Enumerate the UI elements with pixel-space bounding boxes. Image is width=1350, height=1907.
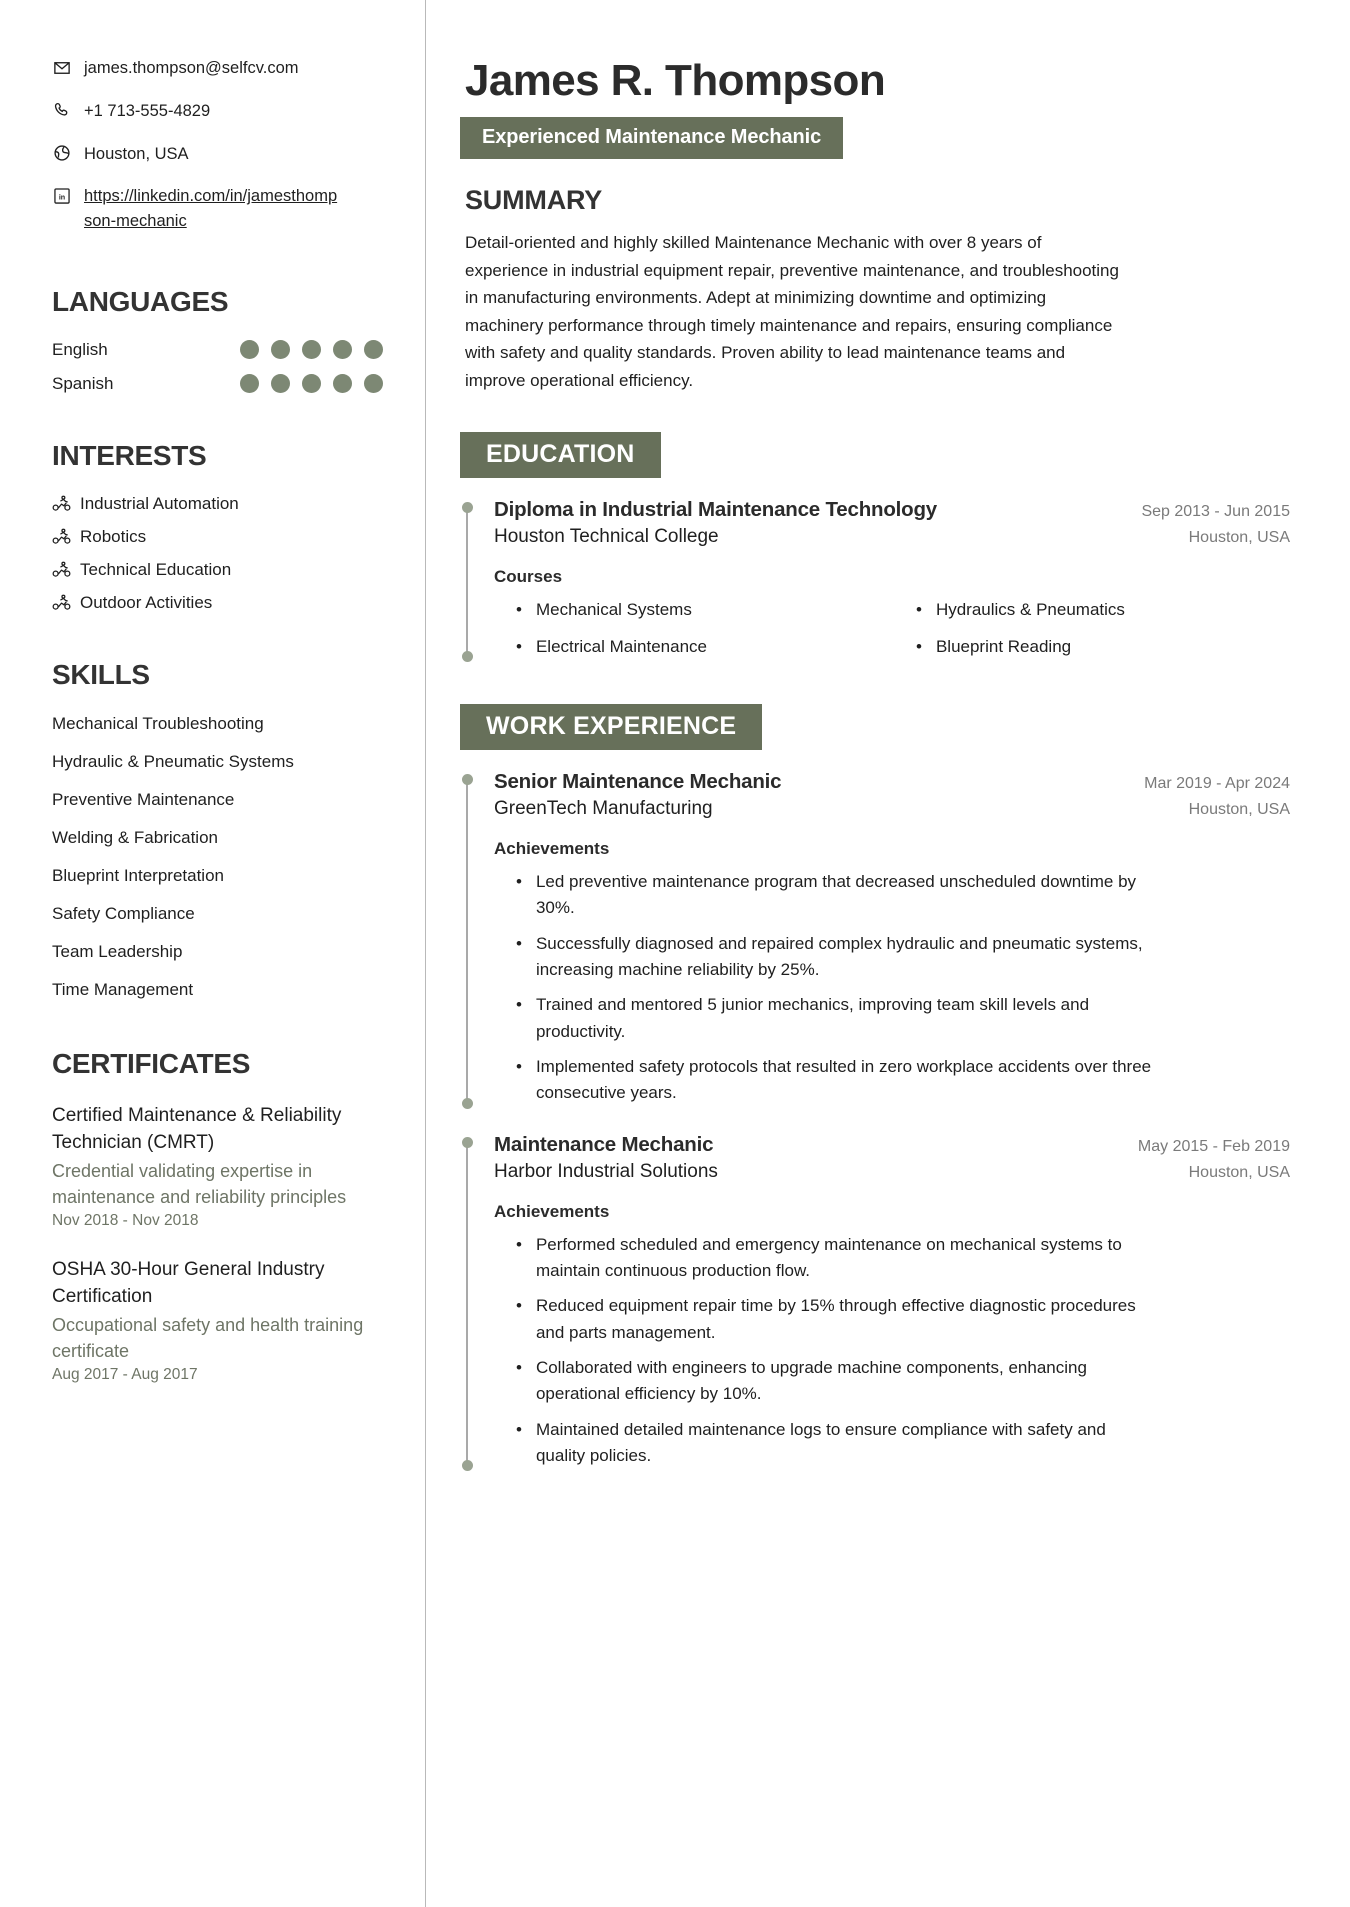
cycling-icon [52, 593, 71, 612]
job-title: Maintenance Mechanic [494, 1132, 714, 1156]
rating-dot [240, 374, 259, 393]
languages-section [52, 286, 389, 394]
contact-row [52, 56, 389, 81]
course-item [516, 634, 890, 660]
rating-dot [271, 374, 290, 393]
language-row [52, 374, 389, 394]
school-name: Houston Technical College [494, 526, 719, 548]
language-rating [240, 340, 389, 359]
certificates-list [52, 1102, 389, 1385]
language-name: Spanish [52, 373, 114, 393]
achievement-item [516, 1054, 1156, 1107]
interest-item [52, 527, 389, 547]
timeline-dot [462, 502, 473, 513]
bullet-icon: • [516, 995, 522, 1015]
languages-list [52, 340, 389, 394]
skill-item: Hydraulic & Pneumatic Systems [52, 751, 294, 771]
achievements-label: Achievements [494, 1201, 610, 1221]
job-date: May 2015 - Feb 2019 [1137, 1137, 1290, 1155]
sidebar [0, 0, 425, 1907]
svg-text:in: in [58, 193, 65, 202]
education-location: Houston, USA [1188, 529, 1290, 547]
job-location: Houston, USA [1188, 800, 1290, 818]
skill-item: Welding & Fabrication [52, 828, 218, 848]
rating-dot [333, 340, 352, 359]
course-item [916, 634, 1290, 660]
rating-dot [364, 340, 383, 359]
education-list [460, 498, 1290, 660]
interest-label: Technical Education [80, 559, 232, 579]
experience-entry [460, 770, 1290, 1107]
rating-dot [271, 340, 290, 359]
experience-list [460, 770, 1290, 1470]
bullet-icon: • [516, 1296, 522, 1316]
bullet-icon: • [516, 933, 522, 953]
interest-item [52, 494, 389, 514]
interest-label: Outdoor Activities [80, 592, 213, 612]
experience-heading: WORK EXPERIENCE [460, 704, 762, 750]
interests-list [52, 494, 389, 613]
achievements-label: Achievements [494, 838, 610, 858]
contact-text: james.thompson@selfcv.com [84, 59, 299, 77]
bullet-icon: • [916, 636, 922, 656]
skill-item: Team Leadership [52, 942, 183, 962]
bullet-icon: • [516, 1358, 522, 1377]
company-name: Harbor Industrial Solutions [494, 1160, 718, 1182]
role-badge: Experienced Maintenance Mechanic [460, 117, 843, 159]
courses-grid [494, 597, 1290, 660]
interests-section [52, 440, 389, 613]
achievement-item [516, 1417, 1156, 1470]
job-title: Senior Maintenance Mechanic [494, 769, 782, 793]
page-title: James R. Thompson [465, 56, 886, 105]
timeline-dot-end [462, 651, 473, 662]
achievement-item [516, 1355, 1156, 1408]
rating-dot [364, 374, 383, 393]
skill-item: Blueprint Interpretation [52, 866, 224, 886]
cycling-icon [52, 560, 71, 579]
certificate-date: Aug 2017 - Aug 2017 [52, 1366, 198, 1384]
bullet-icon: • [516, 871, 522, 891]
timeline-dot [462, 774, 473, 785]
interest-item [52, 560, 389, 580]
cycling-icon [52, 494, 71, 513]
certificates-heading: CERTIFICATES [52, 1047, 251, 1079]
achievements-list [494, 869, 1290, 1107]
achievement-item [516, 992, 1156, 1045]
skill-item: Mechanical Troubleshooting [52, 713, 264, 733]
course-item [916, 597, 1290, 623]
certificate-title: OSHA 30-Hour General Industry Certification [52, 1258, 325, 1308]
language-row [52, 340, 389, 360]
course-label: Electrical Maintenance [535, 636, 707, 656]
interest-label: Industrial Automation [80, 493, 239, 513]
rating-dot [333, 374, 352, 393]
envelope-icon [52, 58, 71, 77]
timeline-line [466, 777, 468, 1105]
contact-text[interactable]: https://linkedin.com/in/jamesthompson-mechanic [84, 187, 338, 230]
bullet-icon: • [516, 1419, 522, 1439]
job-date: Mar 2019 - Apr 2024 [1144, 774, 1290, 792]
bullet-icon: • [516, 1234, 522, 1254]
company-name: GreenTech Manufacturing [494, 797, 713, 819]
cycling-icon [52, 527, 71, 546]
bullet-icon: • [516, 600, 522, 620]
skill-item: Preventive Maintenance [52, 789, 235, 809]
achievement-text: Trained and mentored 5 junior mechanics, improving team skill levels and productivity. [535, 995, 1090, 1041]
certificate-description: Credential validating expertise in maintenance and reliability principles [52, 1160, 347, 1207]
language-name: English [52, 339, 108, 359]
achievements-list [494, 1232, 1290, 1470]
certificates-section [52, 1048, 389, 1385]
job-location: Houston, USA [1188, 1163, 1290, 1181]
degree-title: Diploma in Industrial Maintenance Technology [494, 498, 938, 522]
contact-row [52, 142, 389, 167]
education-heading: EDUCATION [460, 432, 661, 478]
rating-dot [302, 374, 321, 393]
skills-list [52, 713, 389, 1002]
achievement-text: Successfully diagnosed and repaired complex hydraulic and pneumatic systems, increasing machine reliability by 25%. [535, 933, 1143, 979]
linkedin-icon [52, 186, 71, 205]
timeline-line [466, 1140, 468, 1468]
experience-entry [460, 1133, 1290, 1470]
achievement-text: Collaborated with engineers to upgrade machine components, enhancing operational efficiency by 10%. [535, 1358, 1087, 1404]
globe-icon [52, 144, 71, 163]
contact-row[interactable] [52, 184, 389, 234]
phone-icon [52, 101, 71, 120]
timeline-dot-end [462, 1460, 473, 1471]
certificate-date: Nov 2018 - Nov 2018 [52, 1211, 199, 1229]
summary-heading: SUMMARY [465, 185, 603, 215]
contact-list [52, 56, 389, 234]
course-label: Mechanical Systems [535, 600, 692, 620]
main-column [425, 0, 1350, 1907]
bullet-icon: • [516, 1056, 522, 1076]
skills-section [52, 659, 389, 1002]
skill-item: Safety Compliance [52, 904, 195, 924]
rating-dot [240, 340, 259, 359]
language-rating [240, 374, 389, 393]
summary-text: Detail-oriented and highly skilled Maintenance Mechanic with over 8 years of experience in industrial equipment repair, preventive maintenance, and troubleshooting in manufacturing environments. Adept at minimizing downtime and optimizing machinery performance through timely maintenance and repairs, ensuring compliance with safety and quality standards. Proven ability to lead maintenance teams and improve operational efficiency. [465, 233, 1119, 390]
languages-heading: LANGUAGES [52, 285, 229, 317]
course-item [516, 597, 890, 623]
achievement-item [516, 931, 1156, 984]
achievement-item [516, 1293, 1156, 1346]
bullet-icon: • [916, 600, 922, 620]
certificate-title: Certified Maintenance & Reliability Technician (CMRT) [52, 1104, 342, 1154]
certificate-item [52, 1256, 389, 1384]
contact-text: Houston, USA [84, 144, 189, 163]
rating-dot [302, 340, 321, 359]
interest-label: Robotics [80, 526, 147, 546]
interest-item [52, 593, 389, 613]
timeline-dot-end [462, 1098, 473, 1109]
timeline-dot [462, 1137, 473, 1148]
course-label: Hydraulics & Pneumatics [935, 600, 1125, 620]
achievement-text: Maintained detailed maintenance logs to ensure compliance with safety and quality policies. [535, 1419, 1106, 1466]
education-date: Sep 2013 - Jun 2015 [1141, 503, 1290, 521]
achievement-item [516, 869, 1156, 922]
bullet-icon: • [516, 636, 522, 656]
certificate-description: Occupational safety and health training certificate [52, 1314, 364, 1361]
achievement-text: Performed scheduled and emergency maintenance on mechanical systems to maintain continuous production flow. [535, 1234, 1122, 1280]
achievement-text: Implemented safety protocols that resulted in zero workplace accidents over three consecutive years. [535, 1056, 1152, 1103]
achievement-text: Led preventive maintenance program that decreased unscheduled downtime by 30%. [535, 871, 1137, 918]
contact-row [52, 99, 389, 124]
timeline-line [466, 505, 468, 658]
courses-label: Courses [494, 567, 563, 587]
course-label: Blueprint Reading [935, 636, 1072, 656]
skills-heading: SKILLS [52, 658, 150, 690]
education-entry [460, 498, 1290, 660]
certificate-item [52, 1102, 389, 1230]
achievement-item [516, 1232, 1156, 1285]
contact-text: +1 713-555-4829 [84, 101, 211, 120]
column-divider [425, 0, 426, 1907]
interests-heading: INTERESTS [52, 439, 207, 471]
skill-item: Time Management [52, 980, 194, 1000]
achievement-text: Reduced equipment repair time by 15% through effective diagnostic procedures and parts management. [535, 1296, 1136, 1342]
